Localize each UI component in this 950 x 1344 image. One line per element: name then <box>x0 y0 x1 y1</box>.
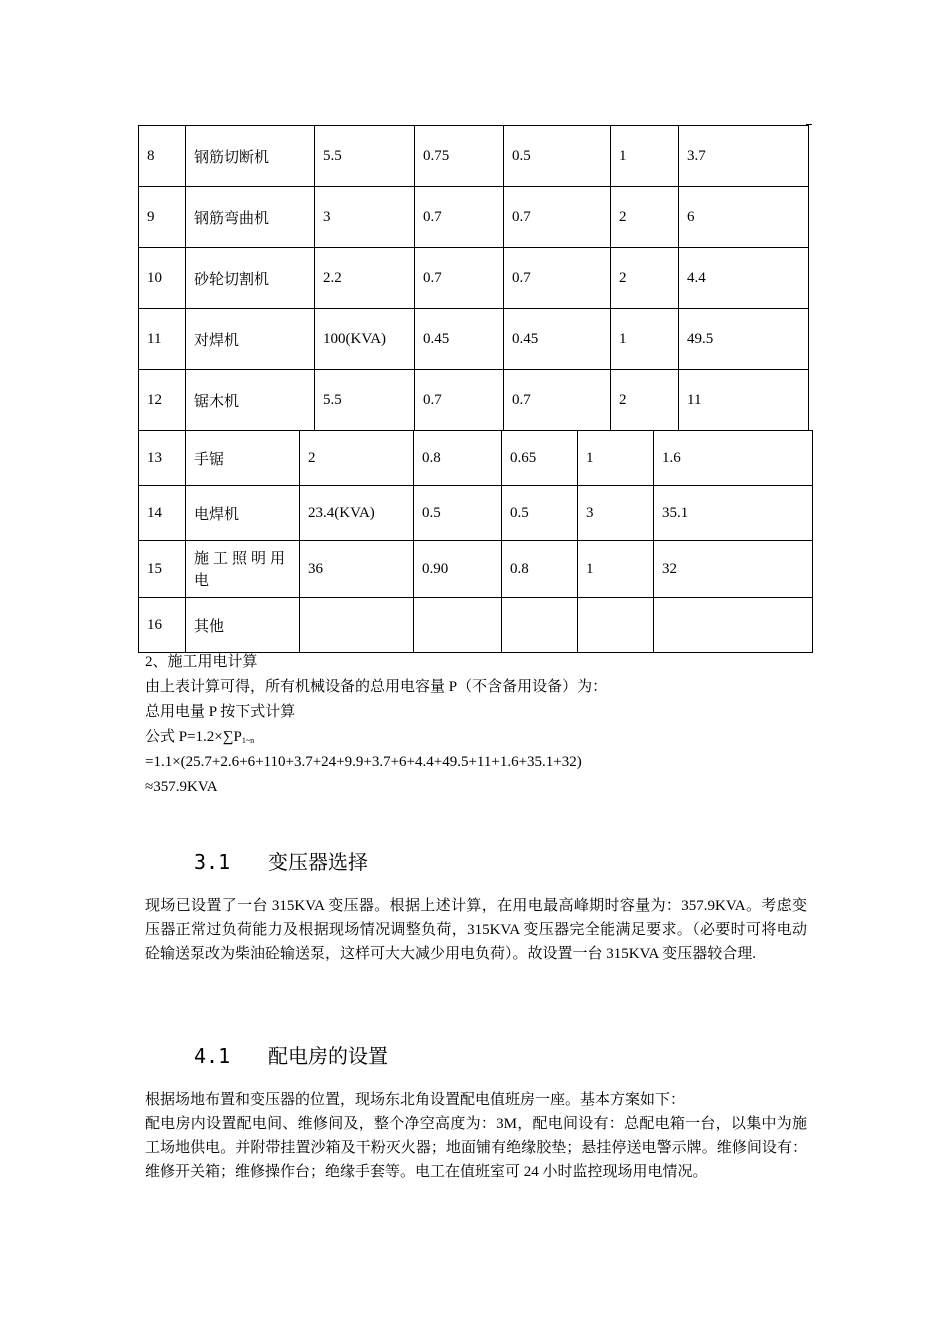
calc-title: 2、施工用电计算 <box>145 654 258 670</box>
section-4-heading <box>194 1040 388 1069</box>
section-4-text-2: 配电房内设置配电间、维修间及，整个净空高度为：3M，配电间设有：总配电箱一台，以集中为施工场地供电。并附带挂置沙箱及干粉灭火器；地面铺有绝缘胶垫；悬挂停送电警示牌。维修间设有：维修开关箱；维修操作台；绝缘手套等。电工在值班室可 24 小时监控现场用电情况。 <box>145 1116 807 1180</box>
table-cell: 11 <box>679 370 809 431</box>
table-row <box>139 187 809 248</box>
table-cell: 12 <box>139 370 186 431</box>
calc-formula <box>145 727 254 751</box>
table-row <box>139 248 809 309</box>
table-row <box>139 598 813 653</box>
table-cell: 钢筋切断机 <box>186 126 315 187</box>
table-cell: 0.8 <box>502 541 578 598</box>
table-cell: 0.45 <box>504 309 611 370</box>
table-cell: 8 <box>139 126 186 187</box>
table-cell: 10 <box>139 248 186 309</box>
table-cell: 23.4(KVA) <box>300 486 414 541</box>
table-cell: 对焊机 <box>186 309 315 370</box>
table-cell: 2.2 <box>315 248 415 309</box>
table-cell: 49.5 <box>679 309 809 370</box>
equipment-table-top <box>138 125 809 431</box>
table-row <box>139 309 809 370</box>
table-cell: 0.7 <box>415 187 504 248</box>
table-row <box>139 370 809 431</box>
section-4-number: 4.1 <box>194 1044 231 1068</box>
table-cell: 6 <box>679 187 809 248</box>
table-row <box>139 486 813 541</box>
table-cell: 5.5 <box>315 370 415 431</box>
table-cell: 2 <box>611 370 679 431</box>
table-cell: 0.7 <box>504 370 611 431</box>
table-cell: 0.45 <box>415 309 504 370</box>
table-cell: 11 <box>139 309 186 370</box>
table-cell: 4.4 <box>679 248 809 309</box>
table-cell: 1 <box>578 431 654 486</box>
table-cell: 砂轮切割机 <box>186 248 315 309</box>
table-cell: 16 <box>139 598 186 653</box>
table-cell: 1 <box>578 541 654 598</box>
table-cell: 9 <box>139 187 186 248</box>
table-cell: 15 <box>139 541 186 598</box>
section-3-heading <box>194 846 368 875</box>
table-cell: 0.5 <box>414 486 502 541</box>
table-cell: 0.5 <box>502 486 578 541</box>
table-cell <box>414 598 502 653</box>
table-cell: 3 <box>578 486 654 541</box>
table-row <box>139 126 809 187</box>
table-cell <box>502 598 578 653</box>
table-cell: 0.7 <box>415 370 504 431</box>
table-cell: 0.65 <box>502 431 578 486</box>
table-row <box>139 541 813 598</box>
table-cell: 35.1 <box>654 486 813 541</box>
table-cell: 2 <box>611 187 679 248</box>
table-cell: 手锯 <box>186 431 300 486</box>
table-cell: 36 <box>300 541 414 598</box>
section-3-text: 现场已设置了一台 315KVA 变压器。根据上述计算，在用电最高峰期时容量为：357.9KVA。考虑变压器正常过负荷能力及根据现场情况调整负荷，315KVA 变压器完全能满足要求。（必要时可将电动砼输送泵改为柴油砼输送泵，这样可大大减少用电负荷）。故设置一台 315KVA 变压器较合理. <box>145 898 807 962</box>
section-4-title: 配电房的设置 <box>268 1044 388 1068</box>
table-cell: 0.8 <box>414 431 502 486</box>
table-cell: 3.7 <box>679 126 809 187</box>
section-4-paragraph-1 <box>145 1088 807 1112</box>
table-cell: 1.6 <box>654 431 813 486</box>
section-4-paragraph-2 <box>145 1112 807 1184</box>
table-cell <box>654 598 813 653</box>
section-3-number: 3.1 <box>194 850 231 874</box>
table-cell: 0.5 <box>504 126 611 187</box>
table-cell <box>578 598 654 653</box>
table-cell: 100(KVA) <box>315 309 415 370</box>
table-cell: 其他 <box>186 598 300 653</box>
calc-line-4: =1.1×(25.7+2.6+6+110+3.7+24+9.9+3.7+6+4.4+49.5+11+1.6+35.1+32) <box>145 754 582 770</box>
table-cell: 13 <box>139 431 186 486</box>
calc-line-5: ≈357.9KVA <box>145 779 218 795</box>
table-cell: 钢筋弯曲机 <box>186 187 315 248</box>
table-row <box>139 431 813 486</box>
table-cell: 0.90 <box>414 541 502 598</box>
table-cell: 施工照明用电 <box>186 541 300 598</box>
table-cell: 5.5 <box>315 126 415 187</box>
table-cell: 电焊机 <box>186 486 300 541</box>
table-cell: 14 <box>139 486 186 541</box>
table-cell: 0.7 <box>504 187 611 248</box>
section-3-title: 变压器选择 <box>268 850 368 874</box>
section-4-text-1: 根据场地布置和变压器的位置，现场东北角设置配电值班房一座。基本方案如下： <box>145 1092 686 1108</box>
calc-line-1: 由上表计算可得，所有机械设备的总用电容量 P（不含备用设备）为： <box>145 679 608 695</box>
equipment-table-bottom <box>138 430 813 653</box>
formula-prefix: 公式 P=1.2×∑P <box>145 729 242 745</box>
table-cell: 1 <box>611 126 679 187</box>
calc-line-2: 总用电量 P 按下式计算 <box>145 704 296 720</box>
table-cell: 锯木机 <box>186 370 315 431</box>
formula-subscript: 1~n <box>241 736 255 745</box>
table-cell: 3 <box>315 187 415 248</box>
table-cell: 0.75 <box>415 126 504 187</box>
table-cell: 2 <box>300 431 414 486</box>
table-cell: 1 <box>611 309 679 370</box>
table-cell: 0.7 <box>415 248 504 309</box>
table-cell: 0.7 <box>504 248 611 309</box>
section-3-paragraph <box>145 894 807 966</box>
table-cell: 32 <box>654 541 813 598</box>
table-cell <box>300 598 414 653</box>
table-cell: 2 <box>611 248 679 309</box>
